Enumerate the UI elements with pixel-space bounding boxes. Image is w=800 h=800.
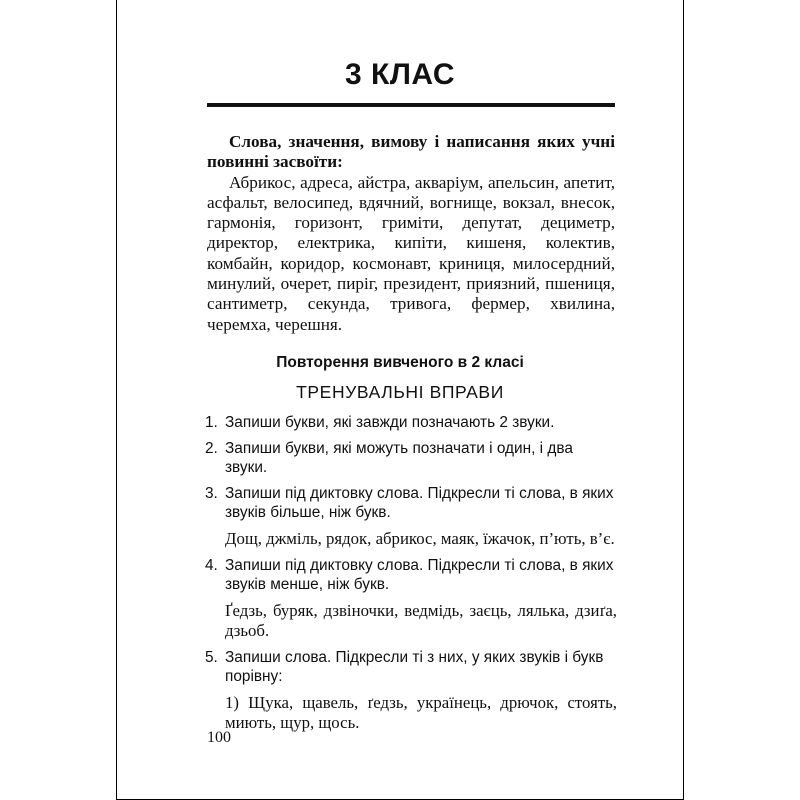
exercise-number: 4. bbox=[205, 557, 218, 574]
exercise-text: Запиши слова. Підкресли ті з них, у яких звуків і букв порівну: bbox=[225, 649, 604, 685]
exercise-4-words: Ґедзь, буряк, дзвіночки, ведмідь, заєць, лялька, дзиґа, дзьоб. bbox=[225, 601, 617, 640]
exercise-5-words: 1) Щука, щавель, ґедзь, українець, дрючок, стоять, миють, щур, щось. bbox=[225, 693, 617, 732]
page-title: 3 КЛАС bbox=[345, 58, 455, 91]
exercise-text: Запиши під диктовку слова. Підкресли ті слова, в яких звуків менше, ніж букв. bbox=[225, 557, 614, 593]
exercise-text: Запиши букви, які завжди позначають 2 звуки. bbox=[225, 414, 555, 431]
exercise-text: Запиши букви, які можуть позначати і один, і два звуки. bbox=[225, 440, 573, 476]
vocabulary-block bbox=[207, 132, 615, 335]
title-divider bbox=[207, 103, 615, 107]
exercise-number: 2. bbox=[205, 440, 218, 457]
subsection-title: ТРЕНУВАЛЬНІ ВПРАВИ bbox=[296, 382, 504, 402]
exercise-number: 3. bbox=[205, 485, 218, 502]
book-page bbox=[116, 0, 684, 800]
exercise-list bbox=[205, 413, 617, 740]
exercise-2 bbox=[205, 439, 617, 477]
exercise-3 bbox=[205, 484, 617, 522]
exercise-1 bbox=[205, 413, 617, 432]
exercise-4 bbox=[205, 556, 617, 594]
exercise-number: 5. bbox=[205, 649, 218, 666]
exercise-3-words: Дощ, джміль, рядок, абрикос, маяк, їжачок, п’ють, в’є. bbox=[225, 529, 615, 548]
exercise-number: 1. bbox=[205, 414, 218, 431]
page-number: 100 bbox=[207, 729, 231, 746]
section-title: Повторення вивченого в 2 класі bbox=[276, 354, 524, 371]
vocabulary-word-list: Абрикос, адреса, айстра, акваріум, апельсин, апетит, асфальт, велосипед, вдячний, вогнище, вокзал, внесок, гармонія, горизонт, гриміти, депутат, дециметр, директор, електрика, кипіти, кишеня, колектив, комбайн, коридор, космонавт, криниця, милосердний, минулий, очерет, пиріг, президент, приязний, пшениця, сантиметр, секунда, тривога, фермер, хвилина, черемха, черешня. bbox=[207, 172, 615, 334]
exercise-text: Запиши під диктовку слова. Підкресли ті слова, в яких звуків більше, ніж букв. bbox=[225, 485, 614, 521]
exercise-5 bbox=[205, 648, 617, 686]
vocabulary-heading: Слова, значення, вимову і написання яких учні повинні засвоїти: bbox=[207, 132, 615, 172]
